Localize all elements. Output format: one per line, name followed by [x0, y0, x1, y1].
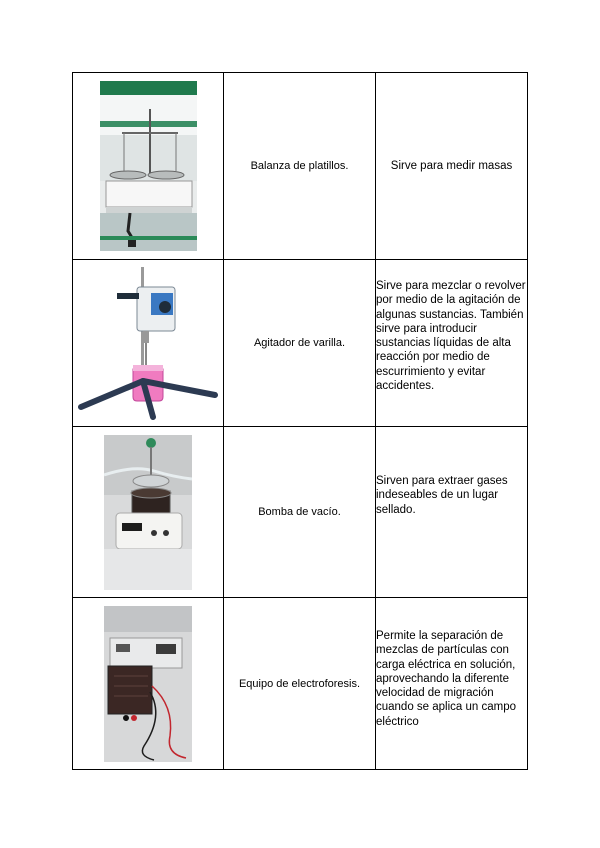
- balance-photo: [100, 81, 197, 251]
- rod-stirrer-photo: [77, 267, 219, 420]
- equipment-table: [72, 72, 528, 770]
- equipment-description: Permite la separación de mezclas de partículas con carga eléctrica en solución, aprovechando la diferente velocidad de migración cuando se aplica un campo eléctrico: [376, 598, 528, 770]
- image-cell: [73, 260, 224, 427]
- equipment-description: Sirve para mezclar o revolver por medio de la agitación de algunas sustancias. También sirve para introducir sustancias líquidas de alta reacción por medio de escurrimiento y evitar accidentes.: [376, 260, 528, 427]
- table-row: [73, 598, 528, 770]
- equipment-name: Equipo de electroforesis.: [224, 598, 376, 770]
- table-row: [73, 73, 528, 260]
- equipment-description: Sirve para medir masas: [376, 73, 528, 260]
- electrophoresis-photo: [104, 606, 192, 762]
- image-cell: [73, 73, 224, 260]
- equipment-name: Balanza de platillos.: [224, 73, 376, 260]
- image-cell: [73, 598, 224, 770]
- equipment-description: Sirven para extraer gases indeseables de un lugar sellado.: [376, 427, 528, 598]
- vacuum-pump-photo: [104, 435, 192, 590]
- equipment-name: Bomba de vacío.: [224, 427, 376, 598]
- image-cell: [73, 427, 224, 598]
- table-row: [73, 427, 528, 598]
- table-row: [73, 260, 528, 427]
- equipment-name: Agitador de varilla.: [224, 260, 376, 427]
